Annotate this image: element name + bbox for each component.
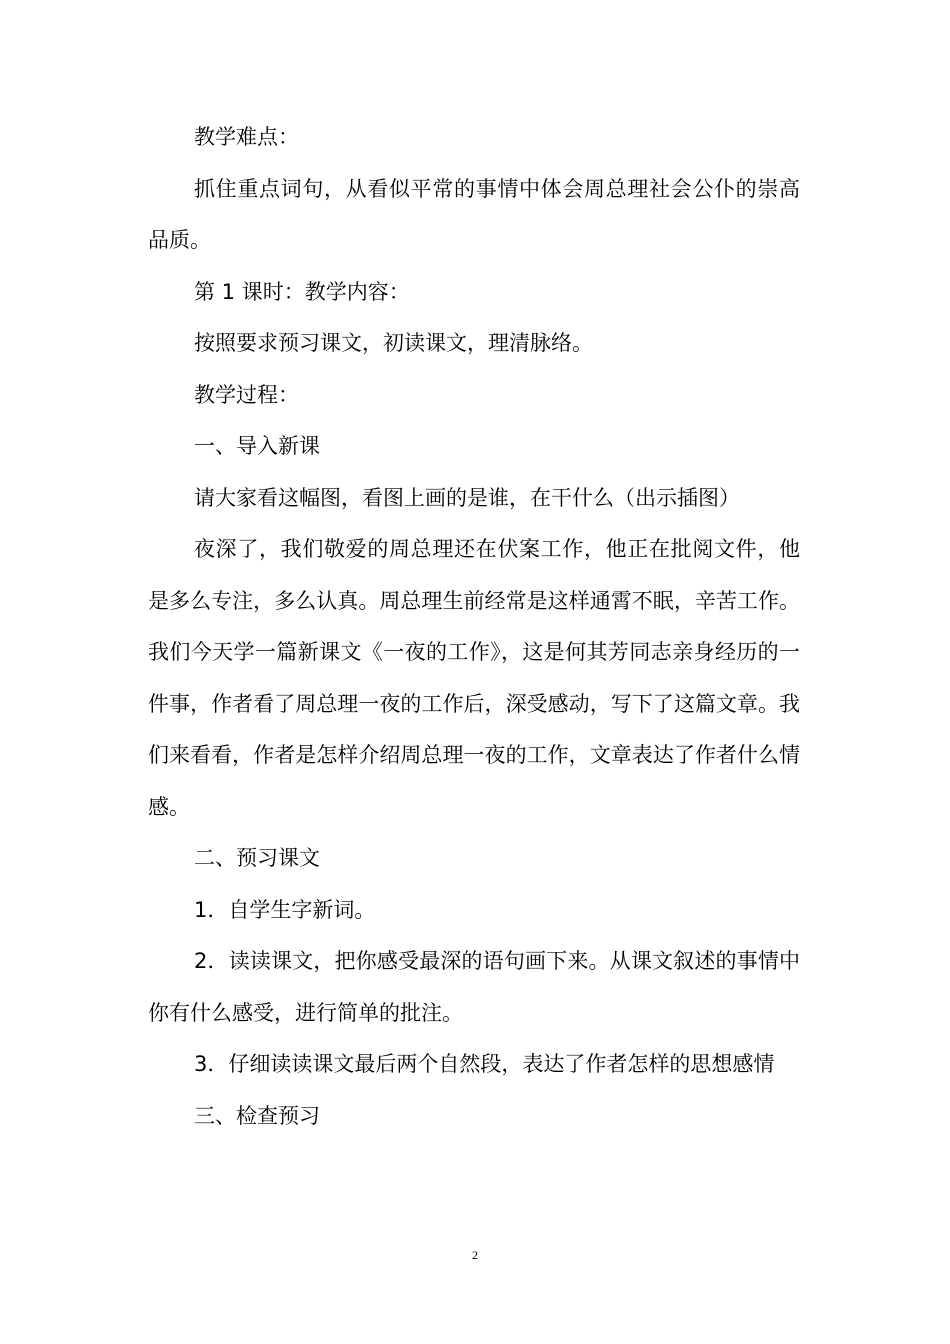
paragraph-lesson-content: 按照要求预习课文，初读课文，理清脉络。 (194, 331, 593, 355)
heading-teaching-process: 教学过程： (194, 382, 299, 407)
document-body (148, 112, 800, 1142)
paragraph-picture-prompt: 请大家看这幅图，看图上画的是谁，在干什么（出示插图） (194, 485, 740, 510)
section-heading-check-preview: 三、检查预习 (194, 1103, 320, 1128)
page-number: 2 (472, 1248, 478, 1262)
paragraph-introduction-text: 夜深了，我们敬爱的周总理还在伏案工作，他正在批阅文件，他是多么专注，多么认真。周总理生前经常是这样通霄不眠，辛苦工作。我们今天学一篇新课文《一夜的工作》，这是何其芳同志亲身经历的一件事，作者看了周总理一夜的工作后，深受感动，写下了这篇文章。我们来看看，作者是怎样介绍周总理一夜的工作，文章表达了作者什么情感。 (148, 537, 800, 819)
heading-teaching-difficulty: 教学难点： (194, 125, 299, 149)
list-item-preview-1: 1．自学生字新词。 (194, 897, 376, 922)
heading-lesson-one-content: 第 1 课时：教学内容： (194, 279, 410, 304)
section-heading-introduction: 一、导入新课 (194, 434, 320, 458)
list-item-preview-2: 2．读读课文，把你感受最深的语句画下来。从课文叙述的事情中你有什么感受，进行简单的批注。 (148, 949, 800, 1025)
section-heading-preview: 二、预习课文 (194, 846, 320, 870)
list-item-preview-3: 3．仔细读读课文最后两个自然段，表达了作者怎样的思想感情 (194, 1052, 775, 1076)
paragraph-difficulty-detail: 抓住重点词句，从看似平常的事情中体会周总理社会公仆的崇高品质。 (148, 176, 800, 252)
